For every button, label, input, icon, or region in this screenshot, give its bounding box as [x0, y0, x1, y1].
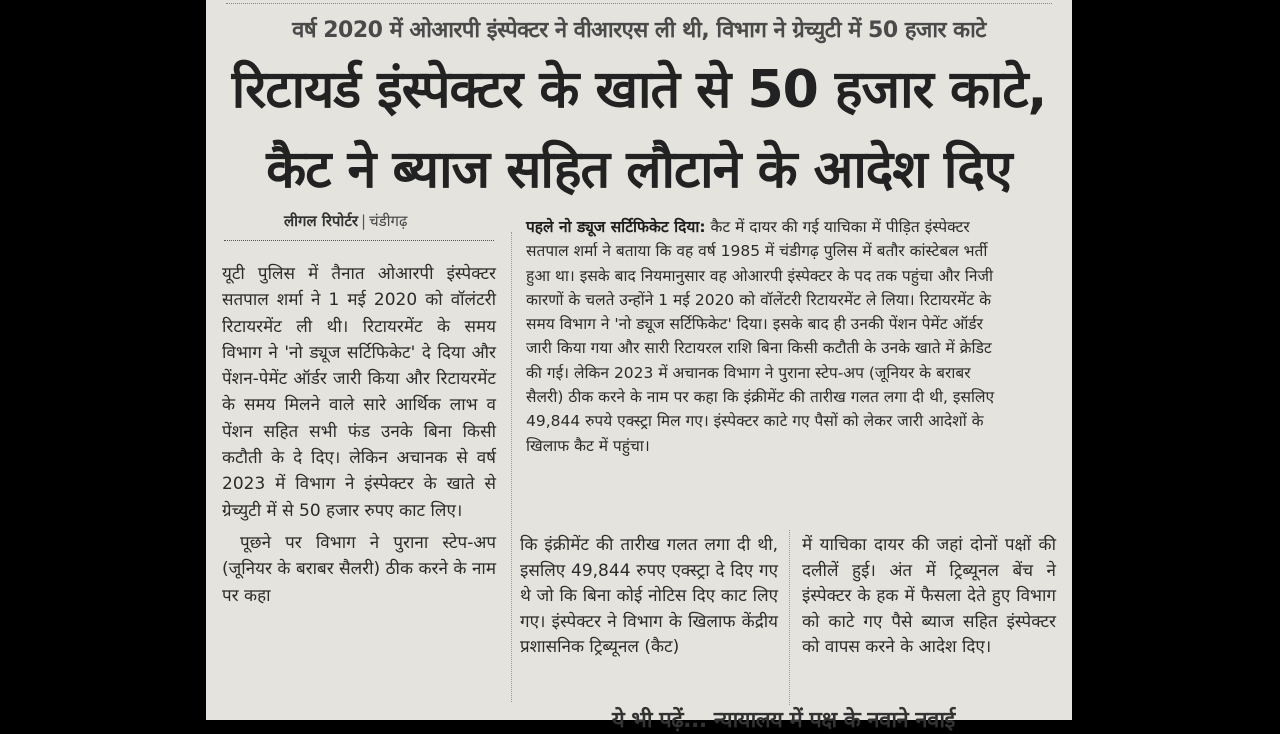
column-3 — [520, 533, 778, 661]
byline — [284, 211, 407, 231]
byline-separator: | — [361, 212, 367, 230]
article-kicker: वर्ष 2020 में ओआरपी इंस्पेक्टर ने वीआरएस ली थी, विभाग ने ग्रेच्युटी में 50 हजार काटे — [292, 18, 986, 43]
subheading-no-dues: पहले नो ड्यूज सर्टिफिकेट दिया: — [526, 218, 706, 236]
newspaper-page — [206, 0, 1072, 733]
column-3-text: कि इंक्रीमेंट की तारीख गलत लगा दी थी, इसलिए 49,844 रुपए एक्स्ट्रा दे दिए गए थे जो कि बिना कोई नोटिस दिए काट लिए गए। इंस्पेक्टर ने विभाग के खिलाफ केंद्रीय प्रशासनिक ट्रिब्यूनल (कैट) — [520, 535, 778, 657]
column-divider-2 — [789, 530, 790, 705]
column-1-paragraph-1: यूटी पुलिस में तैनात ओआरपी इंस्पेक्टर सतपाल शर्मा ने 1 मई 2020 को वॉलंटरी रिटायरमेंट ली थी। रिटायरमेंट के समय विभाग ने 'नो ड्यूज सर्टिफिकेट' दे दिया और पेंशन-पेमेंट ऑर्डर जारी किया और रिटायरमेंट के समय मिलने वाले सारे आर्थिक लाभ व पेंशन सहित सभी फंड उनके बिना किसी कटौती के दे दिए। लेकिन अचानक से वर्ष 2023 में विभाग ने इंस्पेक्टर के खाते से ग्रेच्युटी में से 50 हजार रुपए काट लिए। — [222, 264, 496, 521]
headline-line-2: कैट ने ब्याज सहित लौटाने के आदेश दिए — [266, 140, 1012, 200]
byline-rule — [224, 240, 494, 241]
column-4-text: में याचिका दायर की जहां दोनों पक्षों की दलीलें हुई। अंत में ट्रिब्यूनल बेंच ने इंस्पेक्टर के हक में फैसला देते हुए विभाग को काटे गए पैसे ब्याज सहित इंस्पेक्टर को वापस करने के आदेश दिए। — [802, 535, 1056, 657]
column-1 — [222, 261, 496, 609]
column-4 — [802, 533, 1056, 661]
column-divider — [511, 232, 512, 702]
top-rule — [226, 3, 1052, 4]
column-2 — [526, 215, 1006, 458]
headline-line-1: रिटायर्ड इंस्पेक्टर के खाते से 50 हजार काटे, — [231, 60, 1047, 120]
byline-city: चंडीगढ़ — [369, 212, 408, 230]
column-2-body: कैट में दायर की गई याचिका में पीड़ित इंस्पेक्टर सतपाल शर्मा ने बताया कि वह वर्ष 1985 में चंडीगढ़ पुलिस में बतौर कांस्टेबल भर्ती हुआ था। इसके बाद नियमानुसार वह ओआरपी इंस्पेक्टर के पद तक पहुंचा और निजी कारणों के चलते उन्होंने 1 मई 2020 को वॉलेंटरी रिटायरमेंट ले लिया। रिटायरमेंट के समय विभाग ने 'नो ड्यूज सर्टिफिकेट' दिया। इसके बाद ही उनकी पेंशन पेमेंट ऑर्डर जारी किया गया और सारी रिटायरल राशि बिना किसी कटौती के उनके खाते में क्रेडिट की गई। लेकिन 2023 में अचानक विभाग ने पुराना स्टेप-अप (जूनियर के बराबर सैलरी) ठीक करने के नाम पर कहा कि इंक्रीमेंट की तारीख गलत लगा दी थी, इसलिए 49,844 रुपये एक्स्ट्रा मिल गए। इंस्पेक्टर काटे गए पैसों को लेकर जारी आदेशों के खिलाफ कैट में पहुंचा। — [526, 218, 995, 455]
next-article-fragment: ये भी पढ़ें... न्यायालय में पक्ष के नवाने नवाई — [612, 708, 955, 733]
byline-reporter: लीगल रिपोर्टर — [284, 212, 359, 230]
column-1-paragraph-2: पूछने पर विभाग ने पुराना स्टेप-अप (जूनियर के बराबर सैलरी) ठीक करने के नाम पर कहा — [222, 532, 496, 606]
